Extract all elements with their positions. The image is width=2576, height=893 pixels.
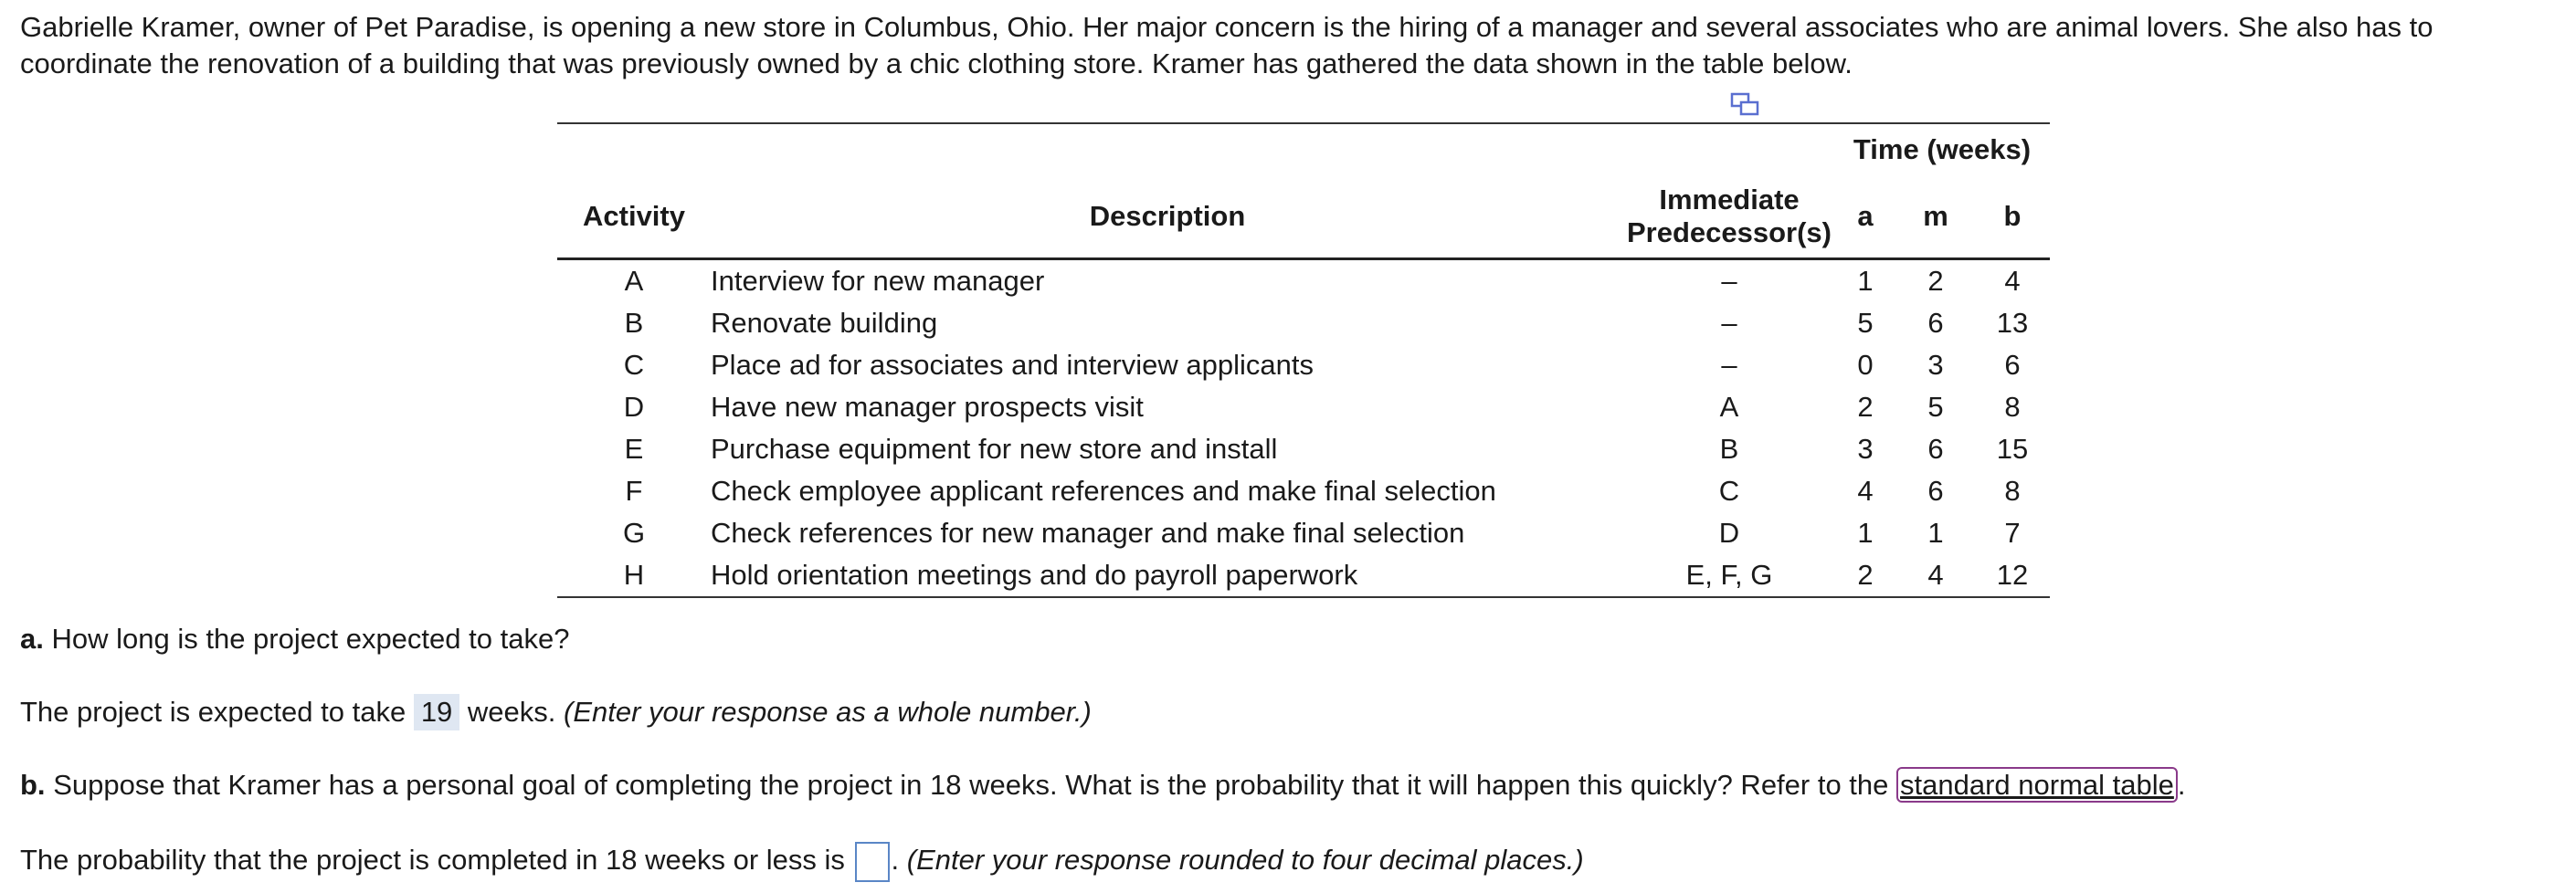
question-b bbox=[20, 767, 2186, 804]
predecessor-cell: – bbox=[1721, 265, 1737, 297]
a-cell: 1 bbox=[1857, 517, 1874, 549]
table-row bbox=[557, 386, 2050, 428]
description-cell: Check employee applicant references and make final selection bbox=[711, 475, 1496, 507]
m-cell: 3 bbox=[1927, 349, 1944, 381]
predecessor-cell: B bbox=[1719, 433, 1739, 465]
description-cell: Check references for new manager and make final selection bbox=[711, 517, 1465, 549]
b-header: b bbox=[1975, 175, 2050, 259]
predecessors-header-line1: Immediate bbox=[1659, 184, 1800, 215]
activity-cell: F bbox=[625, 475, 643, 507]
question-a-text: How long is the project expected to take? bbox=[51, 623, 570, 655]
activity-header: Activity bbox=[557, 175, 711, 259]
b-cell: 15 bbox=[1996, 433, 2029, 465]
predecessors-header bbox=[1624, 175, 1834, 259]
m-cell: 4 bbox=[1896, 554, 1975, 597]
activity-cell: G bbox=[622, 517, 646, 549]
m-cell: 6 bbox=[1927, 475, 1944, 507]
m-cell: 6 bbox=[1927, 307, 1944, 339]
table-row bbox=[557, 512, 2050, 554]
table-row bbox=[557, 344, 2050, 386]
b-cell: 4 bbox=[2004, 265, 2021, 297]
table-row bbox=[557, 259, 2050, 303]
description-cell: Place ad for associates and interview applicants bbox=[711, 349, 1314, 381]
a-cell: 3 bbox=[1857, 433, 1874, 465]
b-cell: 7 bbox=[2004, 517, 2021, 549]
answer-a-suffix: weeks. bbox=[467, 696, 556, 728]
a-cell: 2 bbox=[1857, 391, 1874, 423]
a-cell: 0 bbox=[1857, 349, 1874, 381]
description-cell: Have new manager prospects visit bbox=[711, 391, 1144, 423]
m-cell: 1 bbox=[1927, 517, 1944, 549]
predecessor-cell: C bbox=[1718, 475, 1740, 507]
a-cell: 4 bbox=[1857, 475, 1874, 507]
predecessor-cell: E, F, G bbox=[1624, 554, 1834, 597]
activity-table bbox=[557, 122, 2050, 598]
answer-b-line bbox=[20, 842, 1584, 882]
table-row bbox=[557, 554, 2050, 597]
b-cell: 8 bbox=[2004, 391, 2021, 423]
b-cell: 8 bbox=[2004, 475, 2021, 507]
question-b-end: . bbox=[2177, 769, 2186, 801]
question-a-label: a. bbox=[20, 623, 44, 655]
predecessor-cell: D bbox=[1718, 517, 1740, 549]
question-b-text: Suppose that Kramer has a personal goal of completing the project in 18 weeks. What is the probability that it will happen this quickly? Refer to the bbox=[53, 769, 1889, 801]
problem-intro: Gabrielle Kramer, owner of Pet Paradise, is opening a new store in Columbus, Ohio. Her major concern is the hiring of a manager and several associates who are animal lovers. She also has to coordinate the renovation of a building that was previously owned by a chic clothing store. Kramer has gathered the data shown in the table below. bbox=[20, 11, 2433, 79]
predecessor-cell: – bbox=[1721, 349, 1737, 381]
question-b-label: b. bbox=[20, 769, 46, 801]
question-a bbox=[20, 621, 569, 657]
description-header: Description bbox=[711, 175, 1624, 259]
table-row bbox=[557, 470, 2050, 512]
copy-table-icon[interactable] bbox=[1730, 91, 1759, 117]
b-cell: 12 bbox=[1975, 554, 2050, 597]
table-row bbox=[557, 302, 2050, 344]
time-weeks-header: Time (weeks) bbox=[1834, 123, 2050, 175]
answer-a-line bbox=[20, 694, 1092, 730]
m-cell: 6 bbox=[1927, 433, 1944, 465]
m-cell: 2 bbox=[1927, 265, 1944, 297]
standard-normal-table-link[interactable]: standard normal table bbox=[1896, 767, 2178, 803]
answer-b-prefix: The probability that the project is completed in 18 weeks or less is bbox=[20, 844, 845, 877]
m-cell: 5 bbox=[1927, 391, 1944, 423]
answer-b-hint: (Enter your response rounded to four decimal places.) bbox=[906, 844, 1584, 877]
activity-cell: A bbox=[624, 265, 644, 297]
header-spacer bbox=[557, 123, 1834, 175]
table-row bbox=[557, 428, 2050, 470]
description-cell: Interview for new manager bbox=[711, 265, 1045, 297]
description-cell: Hold orientation meetings and do payroll paperwork bbox=[711, 554, 1624, 597]
a-cell: 1 bbox=[1857, 265, 1874, 297]
probability-input[interactable] bbox=[855, 842, 890, 882]
b-cell: 13 bbox=[1996, 307, 2029, 339]
a-cell: 2 bbox=[1834, 554, 1896, 597]
m-header: m bbox=[1896, 175, 1975, 259]
answer-a-hint: (Enter your response as a whole number.) bbox=[564, 696, 1092, 728]
b-cell: 6 bbox=[2004, 349, 2021, 381]
a-header: a bbox=[1834, 175, 1896, 259]
activity-cell: H bbox=[557, 554, 711, 597]
description-cell: Renovate building bbox=[711, 307, 938, 339]
answer-a-prefix: The project is expected to take bbox=[20, 696, 406, 728]
answer-b-after: . bbox=[891, 844, 900, 877]
predecessor-cell: – bbox=[1721, 307, 1737, 339]
activity-cell: C bbox=[623, 349, 645, 381]
description-cell: Purchase equipment for new store and install bbox=[711, 433, 1278, 465]
predecessor-cell: A bbox=[1719, 391, 1739, 423]
activity-cell: E bbox=[624, 433, 644, 465]
a-cell: 5 bbox=[1857, 307, 1874, 339]
activity-cell: B bbox=[624, 307, 644, 339]
answer-a-field[interactable]: 19 bbox=[414, 694, 459, 730]
predecessors-header-line2: Predecessor(s) bbox=[1626, 216, 1832, 248]
activity-cell: D bbox=[623, 391, 645, 423]
